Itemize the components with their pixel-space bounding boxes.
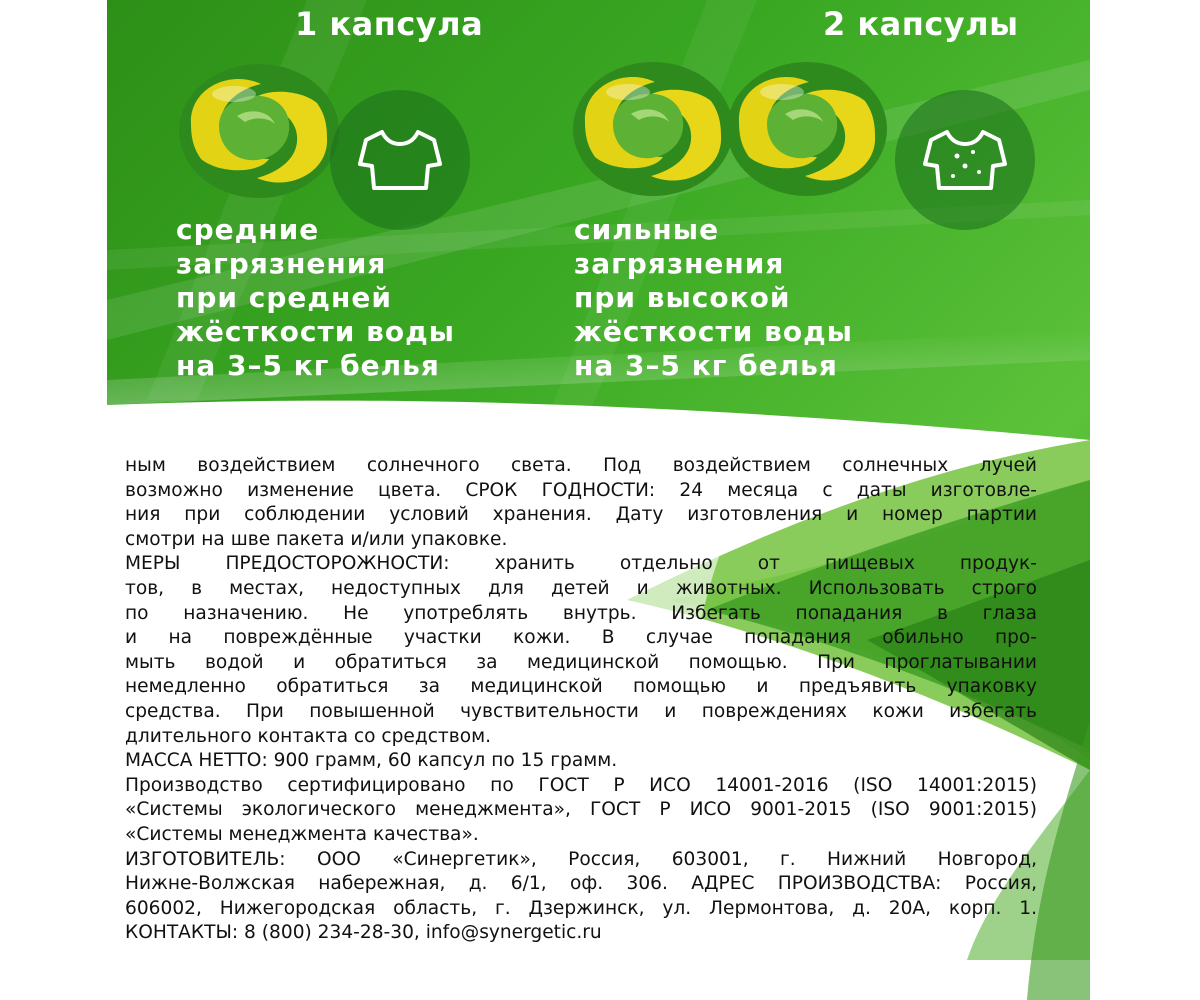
option-2-heading: 2 капсулы xyxy=(823,5,1019,43)
description-line: на 3–5 кг белья xyxy=(574,349,838,382)
text-line: «Системы экологического менеджмента», ГОСТ Р ИСО 9001-2015 (ISO 9001:2015) xyxy=(125,799,1037,821)
text-line: МАССА НЕТТО: 900 грамм, 60 капсул по 15 грамм. xyxy=(125,750,618,772)
description-line: при высокой xyxy=(574,281,791,314)
description-line: жёсткости воды xyxy=(574,315,854,348)
description-line: загрязнения xyxy=(176,247,387,280)
clean-tshirt-icon xyxy=(330,90,470,230)
text-line: возможно изменение цвета. СРОК ГОДНОСТИ: 24 месяца с даты изготовле- xyxy=(125,479,1037,501)
text-line: ния при соблюдении условий хранения. Дату изготовления и номер партии xyxy=(125,504,1037,526)
option-1-heading: 1 капсула xyxy=(295,5,484,43)
laundry-capsule-icon xyxy=(179,64,339,198)
description-line: загрязнения xyxy=(574,247,785,280)
text-line: КОНТАКТЫ: 8 (800) 234-28-30, info@synergetic.ru xyxy=(125,922,602,944)
option-2-description xyxy=(574,213,853,383)
text-line: Производство сертифицировано по ГОСТ Р ИСО 14001-2016 (ISO 14001:2015) xyxy=(125,774,1037,796)
laundry-capsule-icon xyxy=(727,62,887,196)
text-line: МЕРЫ ПРЕДОСТОРОЖНОСТИ: хранить отдельно от пищевых продук- xyxy=(125,553,1037,575)
text-line: средства. При повышенной чувствительности и повреждениях кожи избегать xyxy=(125,700,1037,722)
description-line: при средней xyxy=(176,281,392,314)
text-line: 606002, Нижегородская область, г. Дзержинск, ул. Лермонтова, д. 20А, корп. 1. xyxy=(125,897,1037,919)
option-1-description xyxy=(176,213,455,383)
laundry-capsule-icon xyxy=(573,62,733,196)
description-line: жёсткости воды xyxy=(176,315,456,348)
text-line: смотри на шве пакета и/или упаковке. xyxy=(125,528,508,550)
text-line: и на повреждённые участки кожи. В случае попадания обильно про- xyxy=(125,627,1037,649)
text-line: Нижне-Волжская набережная, д. 6/1, оф. 306. АДРЕС ПРОИЗВОДСТВА: Россия, xyxy=(125,873,1037,895)
description-line: средние xyxy=(176,213,320,246)
product-label-panel xyxy=(107,0,1090,1000)
text-line: длительного контакта со средством. xyxy=(125,725,492,747)
text-line: мыть водой и обратиться за медицинской помощью. При проглатывании xyxy=(125,651,1037,673)
description-line: на 3–5 кг белья xyxy=(176,349,440,382)
text-line: ным воздействием солнечного света. Под воздействием солнечных лучей xyxy=(125,455,1037,476)
text-line: немедленно обратиться за медицинской помощью и предъявить упаковку xyxy=(125,676,1037,698)
text-line: ИЗГОТОВИТЕЛЬ: ООО «Синергетик», Россия, 603001, г. Нижний Новгород, xyxy=(125,848,1037,870)
text-line: тов, в местах, недоступных для детей и животных. Использовать строго xyxy=(125,577,1037,599)
product-info-text xyxy=(125,454,1037,946)
text-line: по назначению. Не употреблять внутрь. Избегать попадания в глаза xyxy=(125,602,1037,624)
dirty-tshirt-icon xyxy=(895,90,1035,230)
description-line: сильные xyxy=(574,213,720,246)
text-line: «Системы менеджмента качества». xyxy=(125,823,479,845)
